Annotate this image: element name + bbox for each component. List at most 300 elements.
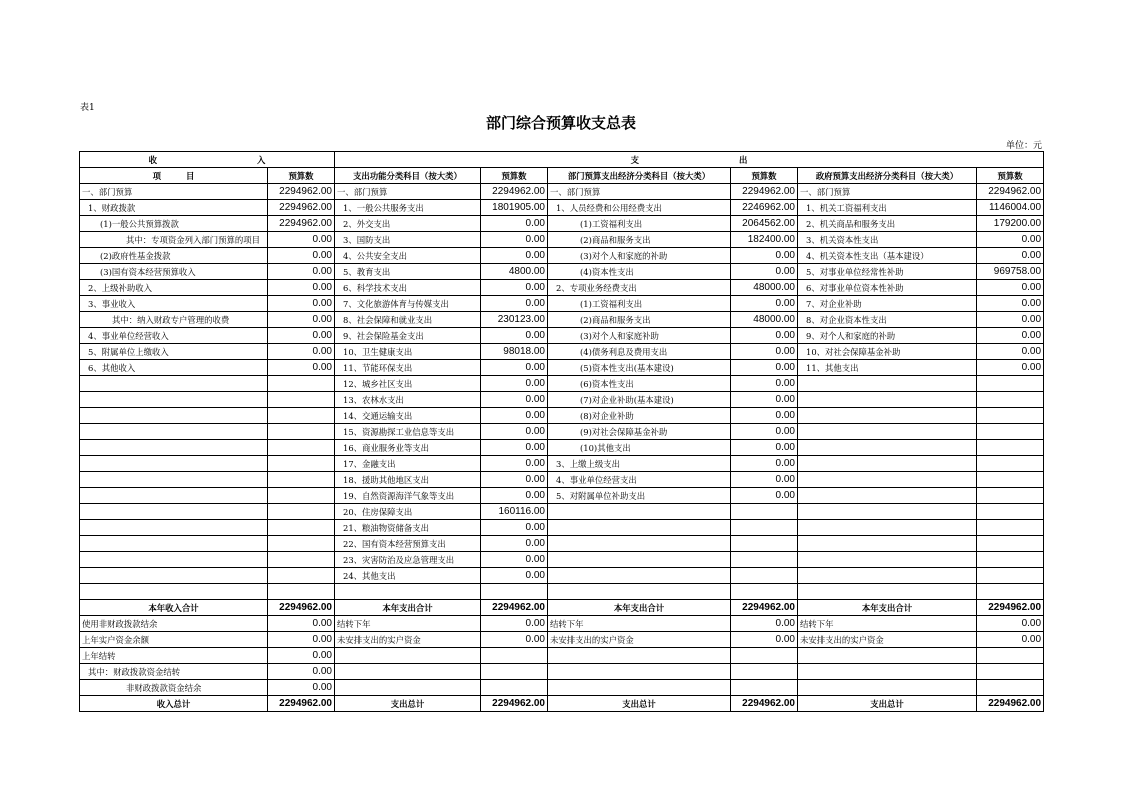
budget-value-cell xyxy=(481,664,548,680)
item-label-cell xyxy=(798,488,977,504)
item-label-cell: 一、部门预算 xyxy=(798,184,977,200)
budget-value-cell xyxy=(977,488,1044,504)
table-row xyxy=(80,440,1044,456)
budget-value-cell xyxy=(731,680,798,696)
expense-grand-total-label: 支出总计 xyxy=(548,696,731,712)
table-row xyxy=(80,584,1044,600)
item-label-cell: (2)商品和服务支出 xyxy=(548,312,731,328)
budget-value-cell: 0.00 xyxy=(977,632,1044,648)
budget-value-cell: 2294962.00 xyxy=(977,184,1044,200)
item-label-cell: 4、公共安全支出 xyxy=(335,248,481,264)
col-budget: 预算数 xyxy=(977,168,1044,184)
budget-value-cell xyxy=(481,648,548,664)
expense-year-total-label: 本年支出合计 xyxy=(798,600,977,616)
item-label-cell xyxy=(798,568,977,584)
budget-value-cell xyxy=(977,520,1044,536)
table-row xyxy=(80,328,1044,344)
item-label-cell: (3)对个人和家庭的补助 xyxy=(548,248,731,264)
item-label-cell: 9、对个人和家庭的补助 xyxy=(798,328,977,344)
item-label-cell: 结转下年 xyxy=(798,616,977,632)
budget-value-cell: 0.00 xyxy=(731,424,798,440)
budget-value-cell: 0.00 xyxy=(481,552,548,568)
budget-value-cell xyxy=(977,392,1044,408)
table-row xyxy=(80,296,1044,312)
budget-value-cell: 0.00 xyxy=(481,392,548,408)
budget-value-cell xyxy=(481,584,548,600)
page-title: 部门综合预算收支总表 xyxy=(485,114,636,132)
item-label-cell xyxy=(80,376,268,392)
expense-grand-total-label: 支出总计 xyxy=(798,696,977,712)
item-label-cell: 4、事业单位经营收入 xyxy=(80,328,268,344)
item-label-cell: (3)国有资本经营预算收入 xyxy=(80,264,268,280)
budget-value-cell: 179200.00 xyxy=(977,216,1044,232)
item-label-cell: 22、国有资本经营预算支出 xyxy=(335,536,481,552)
item-label-cell: 2、机关商品和服务支出 xyxy=(798,216,977,232)
budget-value-cell: 0.00 xyxy=(977,616,1044,632)
budget-value-cell: 0.00 xyxy=(268,296,335,312)
item-label-cell: 11、其他支出 xyxy=(798,360,977,376)
budget-value-cell: 2294962.00 xyxy=(268,200,335,216)
table-row xyxy=(80,520,1044,536)
budget-value-cell: 0.00 xyxy=(731,440,798,456)
item-label-cell xyxy=(548,680,731,696)
budget-value-cell: 0.00 xyxy=(481,248,548,264)
expense-year-total-value: 2294962.00 xyxy=(977,600,1044,616)
expense-grand-total-value: 2294962.00 xyxy=(481,696,548,712)
income-year-total-label: 本年收入合计 xyxy=(80,600,268,616)
budget-value-cell xyxy=(977,472,1044,488)
item-label-cell xyxy=(798,552,977,568)
item-label-cell: 8、对企业资本性支出 xyxy=(798,312,977,328)
budget-value-cell: 0.00 xyxy=(481,632,548,648)
budget-value-cell xyxy=(268,392,335,408)
budget-value-cell: 0.00 xyxy=(268,360,335,376)
item-label-cell: (10)其他支出 xyxy=(548,440,731,456)
table-row xyxy=(80,280,1044,296)
item-label-cell xyxy=(80,392,268,408)
budget-value-cell: 0.00 xyxy=(977,296,1044,312)
budget-value-cell: 0.00 xyxy=(481,440,548,456)
year-total-row xyxy=(80,600,1044,616)
item-label-cell xyxy=(798,440,977,456)
table-row xyxy=(80,488,1044,504)
item-label-cell: 一、部门预算 xyxy=(80,184,268,200)
budget-value-cell: 0.00 xyxy=(731,488,798,504)
item-label-cell: 4、事业单位经营支出 xyxy=(548,472,731,488)
grand-total-row xyxy=(80,696,1044,712)
item-label-cell: 2、外交支出 xyxy=(335,216,481,232)
item-label-cell: (9)对社会保障基金补助 xyxy=(548,424,731,440)
budget-value-cell: 1146004.00 xyxy=(977,200,1044,216)
item-label-cell: 上年实户资金余额 xyxy=(80,632,268,648)
budget-value-cell: 1801905.00 xyxy=(481,200,548,216)
table-row xyxy=(80,344,1044,360)
expense-year-total-label: 本年支出合计 xyxy=(335,600,481,616)
expense-grand-total-value: 2294962.00 xyxy=(977,696,1044,712)
table-row xyxy=(80,184,1044,200)
budget-value-cell: 0.00 xyxy=(977,232,1044,248)
item-label-cell: (6)资本性支出 xyxy=(548,376,731,392)
budget-value-cell xyxy=(977,648,1044,664)
table-row xyxy=(80,376,1044,392)
item-label-cell: 未安排支出的实户资金 xyxy=(798,632,977,648)
item-label-cell xyxy=(80,440,268,456)
item-label-cell: 其中：专项资金列入部门预算的项目 xyxy=(80,232,268,248)
table-row xyxy=(80,424,1044,440)
budget-value-cell: 0.00 xyxy=(268,680,335,696)
budget-value-cell: 0.00 xyxy=(481,456,548,472)
item-label-cell xyxy=(798,584,977,600)
item-label-cell: 5、对事业单位经常性补助 xyxy=(798,264,977,280)
budget-value-cell: 0.00 xyxy=(481,520,548,536)
item-label-cell: 1、一般公共服务支出 xyxy=(335,200,481,216)
budget-summary-table xyxy=(79,151,1044,712)
table-row xyxy=(80,216,1044,232)
budget-value-cell xyxy=(977,504,1044,520)
budget-value-cell: 0.00 xyxy=(268,232,335,248)
budget-value-cell: 0.00 xyxy=(481,216,548,232)
budget-value-cell: 0.00 xyxy=(977,312,1044,328)
budget-value-cell: 48000.00 xyxy=(731,280,798,296)
item-label-cell: 5、教育支出 xyxy=(335,264,481,280)
col-budget: 预算数 xyxy=(268,168,335,184)
budget-value-cell: 2246962.00 xyxy=(731,200,798,216)
col-gov: 政府预算支出经济分类科目（按大类） xyxy=(798,168,977,184)
item-label-cell xyxy=(80,456,268,472)
col-item: 项 目 xyxy=(80,168,268,184)
item-label-cell xyxy=(798,520,977,536)
header-row-columns xyxy=(80,168,1044,184)
item-label-cell xyxy=(798,408,977,424)
income-grand-total-value: 2294962.00 xyxy=(268,696,335,712)
item-label-cell xyxy=(548,536,731,552)
budget-value-cell: 0.00 xyxy=(731,344,798,360)
budget-value-cell: 2294962.00 xyxy=(481,184,548,200)
item-label-cell: 15、资源勘探工业信息等支出 xyxy=(335,424,481,440)
table-row xyxy=(80,664,1044,680)
item-label-cell: 11、节能环保支出 xyxy=(335,360,481,376)
item-label-cell xyxy=(798,648,977,664)
budget-value-cell: 0.00 xyxy=(481,376,548,392)
expense-year-total-value: 2294962.00 xyxy=(731,600,798,616)
table-row xyxy=(80,552,1044,568)
item-label-cell: 20、住房保障支出 xyxy=(335,504,481,520)
budget-value-cell: 0.00 xyxy=(268,280,335,296)
table-row xyxy=(80,312,1044,328)
budget-value-cell: 4800.00 xyxy=(481,264,548,280)
table-row xyxy=(80,232,1044,248)
item-label-cell xyxy=(335,584,481,600)
item-label-cell: (3)对个人和家庭补助 xyxy=(548,328,731,344)
item-label-cell xyxy=(798,680,977,696)
budget-value-cell xyxy=(268,424,335,440)
budget-value-cell xyxy=(731,552,798,568)
header-row-group xyxy=(80,152,1044,168)
item-label-cell: 3、机关资本性支出 xyxy=(798,232,977,248)
item-label-cell: 5、附属单位上缴收入 xyxy=(80,344,268,360)
expense-grand-total-label: 支出总计 xyxy=(335,696,481,712)
budget-value-cell xyxy=(977,440,1044,456)
item-label-cell: (1)一般公共预算拨款 xyxy=(80,216,268,232)
item-label-cell: (1)工资福利支出 xyxy=(548,296,731,312)
budget-value-cell: 0.00 xyxy=(268,312,335,328)
expense-header: 支 出 xyxy=(335,152,1044,168)
item-label-cell xyxy=(80,472,268,488)
expense-year-total-value: 2294962.00 xyxy=(481,600,548,616)
budget-value-cell xyxy=(268,536,335,552)
item-label-cell: (8)对企业补助 xyxy=(548,408,731,424)
item-label-cell xyxy=(798,472,977,488)
budget-value-cell: 0.00 xyxy=(268,344,335,360)
budget-value-cell: 0.00 xyxy=(481,568,548,584)
item-label-cell xyxy=(80,408,268,424)
item-label-cell: 8、社会保障和就业支出 xyxy=(335,312,481,328)
budget-value-cell: 0.00 xyxy=(731,328,798,344)
item-label-cell: 19、自然资源海洋气象等支出 xyxy=(335,488,481,504)
expense-grand-total-value: 2294962.00 xyxy=(731,696,798,712)
item-label-cell: 6、科学技术支出 xyxy=(335,280,481,296)
budget-value-cell: 0.00 xyxy=(268,632,335,648)
item-label-cell: (1)工资福利支出 xyxy=(548,216,731,232)
budget-value-cell xyxy=(977,456,1044,472)
budget-value-cell: 0.00 xyxy=(268,328,335,344)
item-label-cell: 23、灾害防治及应急管理支出 xyxy=(335,552,481,568)
budget-value-cell: 0.00 xyxy=(977,248,1044,264)
budget-value-cell: 0.00 xyxy=(481,408,548,424)
budget-value-cell: 2294962.00 xyxy=(268,216,335,232)
budget-value-cell xyxy=(731,504,798,520)
item-label-cell xyxy=(798,456,977,472)
item-label-cell: 7、对企业补助 xyxy=(798,296,977,312)
item-label-cell: 10、对社会保障基金补助 xyxy=(798,344,977,360)
item-label-cell: 一、部门预算 xyxy=(548,184,731,200)
budget-value-cell xyxy=(268,584,335,600)
budget-value-cell: 0.00 xyxy=(731,632,798,648)
budget-value-cell xyxy=(977,584,1044,600)
item-label-cell xyxy=(80,568,268,584)
budget-value-cell xyxy=(268,488,335,504)
budget-value-cell xyxy=(731,648,798,664)
item-label-cell: 14、交通运输支出 xyxy=(335,408,481,424)
table-row xyxy=(80,504,1044,520)
item-label-cell: 3、事业收入 xyxy=(80,296,268,312)
item-label-cell xyxy=(335,664,481,680)
item-label-cell: (2)政府性基金拨款 xyxy=(80,248,268,264)
table-row xyxy=(80,632,1044,648)
item-label-cell xyxy=(798,536,977,552)
budget-value-cell xyxy=(268,456,335,472)
item-label-cell xyxy=(335,680,481,696)
col-dept: 部门预算支出经济分类科目（按大类） xyxy=(548,168,731,184)
item-label-cell: 3、国防支出 xyxy=(335,232,481,248)
budget-value-cell: 0.00 xyxy=(731,376,798,392)
unit-label: 单位：元 xyxy=(1005,141,1042,151)
item-label-cell xyxy=(548,504,731,520)
col-budget: 预算数 xyxy=(481,168,548,184)
item-label-cell: 使用非财政拨款结余 xyxy=(80,616,268,632)
budget-value-cell: 0.00 xyxy=(977,280,1044,296)
budget-value-cell xyxy=(268,568,335,584)
table-row xyxy=(80,264,1044,280)
item-label-cell xyxy=(548,584,731,600)
budget-value-cell xyxy=(268,440,335,456)
item-label-cell: 4、机关资本性支出（基本建设） xyxy=(798,248,977,264)
budget-value-cell xyxy=(268,552,335,568)
budget-value-cell xyxy=(268,472,335,488)
budget-value-cell xyxy=(977,664,1044,680)
budget-value-cell: 0.00 xyxy=(731,472,798,488)
item-label-cell: 结转下年 xyxy=(548,616,731,632)
budget-value-cell: 0.00 xyxy=(481,280,548,296)
item-label-cell xyxy=(80,488,268,504)
budget-value-cell: 0.00 xyxy=(731,360,798,376)
item-label-cell xyxy=(80,520,268,536)
budget-value-cell: 160116.00 xyxy=(481,504,548,520)
budget-value-cell xyxy=(977,552,1044,568)
budget-value-cell: 0.00 xyxy=(268,648,335,664)
budget-value-cell xyxy=(977,568,1044,584)
item-label-cell xyxy=(798,392,977,408)
budget-value-cell xyxy=(977,536,1044,552)
budget-value-cell: 0.00 xyxy=(731,408,798,424)
col-budget: 预算数 xyxy=(731,168,798,184)
budget-value-cell: 0.00 xyxy=(481,616,548,632)
item-label-cell xyxy=(80,504,268,520)
item-label-cell xyxy=(548,664,731,680)
item-label-cell xyxy=(80,584,268,600)
item-label-cell: 上年结转 xyxy=(80,648,268,664)
item-label-cell: 未安排支出的实户资金 xyxy=(335,632,481,648)
budget-value-cell: 0.00 xyxy=(481,488,548,504)
budget-value-cell: 2294962.00 xyxy=(268,184,335,200)
budget-value-cell: 2064562.00 xyxy=(731,216,798,232)
budget-value-cell xyxy=(731,568,798,584)
budget-value-cell xyxy=(268,376,335,392)
budget-value-cell: 98018.00 xyxy=(481,344,548,360)
table-row xyxy=(80,680,1044,696)
budget-value-cell: 0.00 xyxy=(481,328,548,344)
item-label-cell xyxy=(335,648,481,664)
item-label-cell: 2、上级补助收入 xyxy=(80,280,268,296)
budget-value-cell: 0.00 xyxy=(977,360,1044,376)
budget-value-cell xyxy=(977,376,1044,392)
item-label-cell: 17、金融支出 xyxy=(335,456,481,472)
budget-value-cell xyxy=(731,536,798,552)
budget-value-cell: 0.00 xyxy=(731,248,798,264)
item-label-cell: (7)对企业补助(基本建设) xyxy=(548,392,731,408)
item-label-cell: 6、对事业单位资本性补助 xyxy=(798,280,977,296)
budget-value-cell: 0.00 xyxy=(977,328,1044,344)
budget-value-cell xyxy=(731,664,798,680)
income-header: 收 入 xyxy=(80,152,335,168)
budget-value-cell: 0.00 xyxy=(731,456,798,472)
budget-value-cell: 0.00 xyxy=(268,248,335,264)
budget-value-cell: 0.00 xyxy=(731,616,798,632)
budget-value-cell xyxy=(268,520,335,536)
budget-value-cell: 0.00 xyxy=(731,264,798,280)
item-label-cell: 1、机关工资福利支出 xyxy=(798,200,977,216)
item-label-cell: 结转下年 xyxy=(335,616,481,632)
table-row xyxy=(80,568,1044,584)
table-row xyxy=(80,200,1044,216)
item-label-cell: 21、粮油物资储备支出 xyxy=(335,520,481,536)
item-label-cell: (2)商品和服务支出 xyxy=(548,232,731,248)
item-label-cell: 16、商业服务业等支出 xyxy=(335,440,481,456)
item-label-cell: 其中：财政拨款资金结转 xyxy=(80,664,268,680)
item-label-cell: 1、人员经费和公用经费支出 xyxy=(548,200,731,216)
item-label-cell: 7、文化旅游体育与传媒支出 xyxy=(335,296,481,312)
item-label-cell: 未安排支出的实户资金 xyxy=(548,632,731,648)
budget-value-cell: 182400.00 xyxy=(731,232,798,248)
table-row xyxy=(80,536,1044,552)
item-label-cell: 10、卫生健康支出 xyxy=(335,344,481,360)
table-row xyxy=(80,392,1044,408)
item-label-cell xyxy=(80,424,268,440)
item-label-cell: 一、部门预算 xyxy=(335,184,481,200)
budget-value-cell: 0.00 xyxy=(481,536,548,552)
budget-value-cell: 969758.00 xyxy=(977,264,1044,280)
item-label-cell xyxy=(798,424,977,440)
item-label-cell xyxy=(548,648,731,664)
table-row xyxy=(80,616,1044,632)
item-label-cell xyxy=(548,552,731,568)
table-row xyxy=(80,472,1044,488)
budget-value-cell: 0.00 xyxy=(481,296,548,312)
item-label-cell: 12、城乡社区支出 xyxy=(335,376,481,392)
item-label-cell: 24、其他支出 xyxy=(335,568,481,584)
budget-value-cell xyxy=(268,408,335,424)
budget-value-cell: 0.00 xyxy=(731,296,798,312)
item-label-cell: (5)资本性支出(基本建设) xyxy=(548,360,731,376)
col-func: 支出功能分类科目（按大类） xyxy=(335,168,481,184)
table-number: 表1 xyxy=(80,103,95,113)
budget-value-cell xyxy=(977,680,1044,696)
income-grand-total-label: 收入总计 xyxy=(80,696,268,712)
item-label-cell: 其中：纳入财政专户管理的收费 xyxy=(80,312,268,328)
budget-value-cell: 0.00 xyxy=(481,232,548,248)
budget-value-cell: 0.00 xyxy=(268,664,335,680)
item-label-cell: 18、援助其他地区支出 xyxy=(335,472,481,488)
table-row xyxy=(80,248,1044,264)
table-row xyxy=(80,360,1044,376)
item-label-cell: 9、社会保险基金支出 xyxy=(335,328,481,344)
budget-value-cell: 0.00 xyxy=(977,344,1044,360)
item-label-cell xyxy=(798,376,977,392)
budget-value-cell xyxy=(268,504,335,520)
item-label-cell: 3、上缴上级支出 xyxy=(548,456,731,472)
item-label-cell xyxy=(548,568,731,584)
item-label-cell: 1、财政拨款 xyxy=(80,200,268,216)
budget-value-cell: 48000.00 xyxy=(731,312,798,328)
budget-value-cell xyxy=(977,408,1044,424)
item-label-cell xyxy=(80,536,268,552)
item-label-cell: 5、对附属单位补助支出 xyxy=(548,488,731,504)
income-year-total-value: 2294962.00 xyxy=(268,600,335,616)
budget-value-cell xyxy=(731,520,798,536)
table-row xyxy=(80,408,1044,424)
item-label-cell xyxy=(548,520,731,536)
item-label-cell: 非财政拨款资金结余 xyxy=(80,680,268,696)
table-row xyxy=(80,456,1044,472)
budget-value-cell: 0.00 xyxy=(481,472,548,488)
item-label-cell: (4)债务利息及费用支出 xyxy=(548,344,731,360)
budget-value-cell: 0.00 xyxy=(268,616,335,632)
table-row xyxy=(80,648,1044,664)
item-label-cell: 13、农林水支出 xyxy=(335,392,481,408)
item-label-cell xyxy=(798,664,977,680)
budget-value-cell: 0.00 xyxy=(731,392,798,408)
budget-value-cell xyxy=(481,680,548,696)
